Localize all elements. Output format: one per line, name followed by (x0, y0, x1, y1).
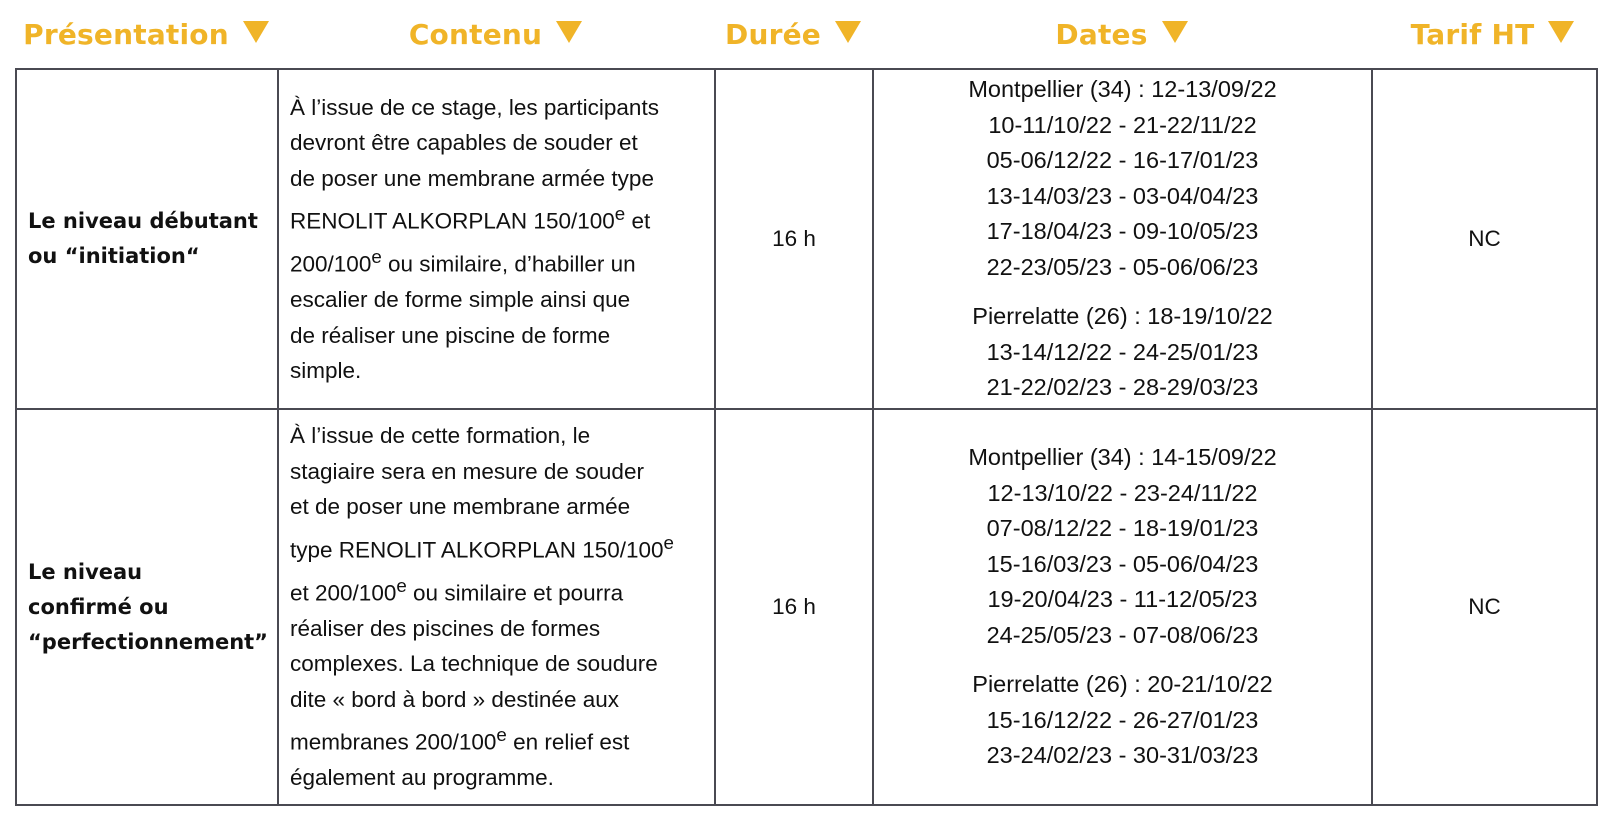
triangle-down-icon (1548, 21, 1574, 43)
header-contenu-label: Contenu (408, 17, 543, 51)
dates-block-montpellier (874, 72, 1371, 285)
level-line: Le niveau débutant (28, 209, 258, 233)
triangle-down-icon (835, 21, 861, 43)
duration-cell (715, 69, 873, 409)
content-line: également au programme. (290, 765, 554, 791)
content-line-tail: ou similaire, d’habiller un (381, 251, 636, 277)
header-presentation (15, 14, 277, 54)
training-table (15, 68, 1598, 806)
duration-value: 16 h (772, 594, 816, 619)
tarif-value: NC (1468, 226, 1501, 251)
header-duree-label: Durée (725, 17, 821, 51)
header-tarif (1371, 14, 1596, 54)
level-line: confirmé ou (28, 594, 169, 619)
duration-cell (715, 409, 873, 805)
content-line: stagiaire sera en mesure de souder (290, 458, 644, 484)
date-line: 23-24/02/23 - 30-31/03/23 (986, 742, 1259, 769)
level-cell (16, 69, 278, 409)
date-line: Pierrelatte (26) : 20-21/10/22 (972, 671, 1273, 698)
date-line: Montpellier (34) : 12-13/09/22 (968, 76, 1277, 103)
date-line: 12-13/10/22 - 23-24/11/22 (987, 479, 1258, 506)
triangle-down-icon (243, 21, 269, 43)
dates-block-pierrelatte (874, 667, 1371, 774)
date-line: 19-20/04/23 - 11-12/05/23 (987, 586, 1258, 613)
superscript: e (496, 724, 507, 746)
content-line: type RENOLIT ALKORPLAN 150/100 (290, 537, 664, 563)
header-contenu (277, 14, 714, 54)
header-presentation-label: Présentation (23, 17, 229, 51)
content-line: escalier de forme simple ainsi que (290, 287, 631, 312)
superscript: e (614, 203, 626, 224)
date-line: 21-22/02/23 - 28-29/03/23 (986, 374, 1259, 401)
content-line: 200/100 (290, 251, 372, 277)
date-line: 15-16/03/23 - 05-06/04/23 (986, 550, 1259, 577)
superscript: e (663, 531, 674, 553)
dates-cell (873, 69, 1372, 409)
content-cell (278, 409, 715, 805)
content-line: réaliser des piscines de formes (290, 615, 601, 641)
tarif-value: NC (1468, 594, 1501, 619)
content-cell (278, 69, 715, 409)
date-line: 07-08/12/22 - 18-19/01/23 (986, 515, 1259, 542)
content-line: et 200/100 (290, 580, 397, 606)
content-line-tail: et (625, 208, 651, 234)
header-dates-label: Dates (1055, 17, 1148, 51)
content-line-tail: en relief est (506, 729, 630, 755)
content-line: de poser une membrane armée type (290, 165, 654, 191)
dates-cell (873, 409, 1372, 805)
level-line: Le niveau (28, 559, 143, 584)
tarif-cell (1372, 409, 1597, 805)
content-line: complexes. La technique de soudure (290, 651, 658, 677)
date-line: 22-23/05/23 - 05-06/06/23 (986, 253, 1259, 280)
content-line: devront être capables de souder et (290, 130, 638, 155)
date-line: 15-16/12/22 - 26-27/01/23 (986, 706, 1259, 733)
level-line: ou “initiation“ (28, 244, 200, 268)
date-line: Pierrelatte (26) : 18-19/10/22 (972, 303, 1273, 330)
content-line-tail: ou similaire et pourra (406, 580, 624, 606)
superscript: e (396, 574, 407, 596)
date-line: 24-25/05/23 - 07-08/06/23 (986, 621, 1259, 648)
dates-block-montpellier (874, 440, 1371, 653)
content-line: dite « bord à bord » destinée aux (290, 686, 619, 712)
date-line: 17-18/04/23 - 09-10/05/23 (986, 218, 1259, 245)
date-line: 05-06/12/22 - 16-17/01/23 (986, 147, 1259, 174)
header-tarif-label: Tarif HT (1410, 17, 1535, 51)
duration-value: 16 h (772, 226, 816, 251)
header-duree (714, 14, 872, 54)
date-line: 10-11/10/22 - 21-22/11/22 (988, 111, 1257, 138)
table-row (16, 69, 1597, 409)
content-line: simple. (290, 358, 362, 383)
dates-block-pierrelatte (874, 299, 1371, 406)
content-line: À l’issue de cette formation, le (290, 423, 591, 449)
superscript: e (371, 246, 382, 267)
triangle-down-icon (556, 21, 582, 43)
content-line: À l’issue de ce stage, les participants (290, 94, 659, 120)
content-line: de réaliser une piscine de forme (290, 322, 611, 348)
date-line: Montpellier (34) : 14-15/09/22 (968, 444, 1277, 471)
date-line: 13-14/03/23 - 03-04/04/23 (986, 182, 1259, 209)
header-dates (872, 14, 1371, 54)
tarif-cell (1372, 69, 1597, 409)
table-row (16, 409, 1597, 805)
level-cell (16, 409, 278, 805)
triangle-down-icon (1162, 21, 1188, 43)
date-line: 13-14/12/22 - 24-25/01/23 (986, 338, 1259, 365)
level-line: “perfectionnement” (28, 629, 268, 654)
content-line: RENOLIT ALKORPLAN 150/100 (290, 208, 615, 234)
content-line: et de poser une membrane armée (290, 494, 631, 520)
content-line: membranes 200/100 (290, 729, 497, 755)
